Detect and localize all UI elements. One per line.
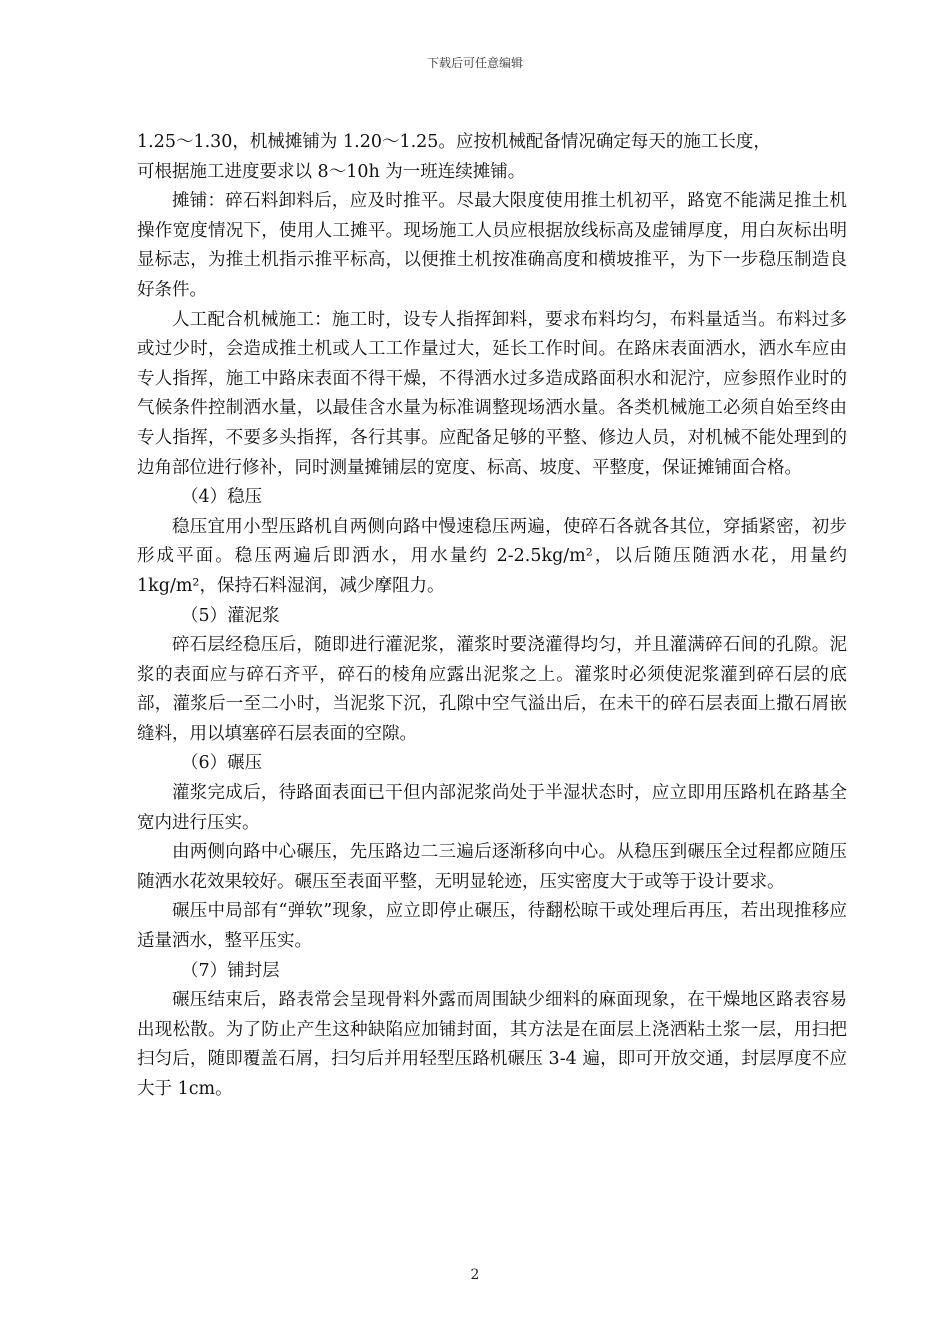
section-heading-5: （5）灌泥浆: [181, 605, 280, 626]
document-body: [137, 128, 847, 1105]
section-heading-4: （4）稳压: [181, 487, 263, 508]
page-header: 下载后可任意编辑: [426, 56, 523, 70]
paragraph-grouting: 碎石层经稳压后，随即进行灌泥浆，灌浆时要浇灌得均匀，并且灌满碎石间的孔隙。泥浆的表面应与碎石齐平，碎石的棱角应露出泥浆之上。灌浆时必须使泥浆灌到碎石层的底部，灌浆后一至二小时，当泥浆下沉，孔隙中空气溢出后，在未干的碎石层表面上撒石屑嵌缝料，用以填塞碎石层表面的空隙。: [137, 635, 847, 744]
paragraph-spreading: 摊铺：碎石料卸料后，应及时推平。尽最大限度使用推土机初平，路宽不能满足推土机操作宽度情况下，使用人工摊平。现场施工人员应根据放线标高及虚铺厚度，用白灰标出明显标志，为推土机指示推平标高，以便推土机按准确高度和横坡推平，为下一步稳压制造良好条件。: [137, 191, 847, 300]
paragraph-stabilizing: 稳压宜用小型压路机自两侧向路中慢速稳压两遍，使碎石各就各其位，穿插紧密，初步形成平面。稳压两遍后即洒水，用水量约 2-2.5kg/m²，以后随压随洒水花，用量约 1kg/m²，保持石料湿润，减少摩阻力。: [137, 516, 847, 596]
page-number: 2: [470, 1267, 480, 1283]
section-heading-6: （6）碾压: [181, 753, 263, 774]
paragraph-seal-layer: 碾压结束后，路表常会呈现骨料外露而周围缺少细料的麻面现象，在干燥地区路表容易出现松散。为了防止产生这种缺陷应加铺封面，其方法是在面层上浇洒粘土浆一层，用扫把扫匀后，随即覆盖石屑，扫匀后并用轻型压路机碾压 3-4 遍，即可开放交通，封层厚度不应大于 1cm。: [137, 990, 847, 1099]
paragraph-manual-with-machine: 人工配合机械施工：施工时，设专人指挥卸料，要求布料均匀，布料量适当。布料过多或过少时，会造成推土机或人工工作量过大，延长工作时间。在路床表面洒水，洒水车应由专人指挥，施工中路床表面不得干燥，不得洒水过多造成路面积水和泥泞，应参照作业时的气候条件控制洒水量，以最佳含水量为标准调整现场洒水量。各类机械施工必须自始至终由专人指挥，不要多头指挥，各行其事。应配备足够的平整、修边人员，对机械不能处理到的边角部位进行修补，同时测量摊铺层的宽度、标高、坡度、平整度，保证摊铺面合格。: [137, 309, 847, 478]
continuation-line-2: 可根据施工进度要求以 8～10h 为一班连续摊铺。: [137, 161, 526, 182]
continuation-line-1: 1.25～1.30，机械摊铺为 1.20～1.25。应按机械配备情况确定每天的施工长度，: [137, 132, 771, 152]
paragraph-rolling-2: 由两侧向路中心碾压，先压路边二三遍后逐渐移向中心。从稳压到碾压全过程都应随压随洒水花效果较好。碾压至表面平整，无明显轮迹，压实密度大于或等于设计要求。: [137, 842, 847, 892]
paragraph-rolling-3: 碾压中局部有“弹软”现象，应立即停止碾压，待翻松晾干或处理后再压，若出现推移应适量洒水，整平压实。: [137, 901, 847, 952]
section-heading-7: （7）铺封层: [181, 960, 280, 981]
paragraph-rolling-1: 灌浆完成后，待路面表面已干但内部泥浆尚处于半湿状态时，应立即用压路机在路基全宽内进行压实。: [137, 783, 847, 833]
